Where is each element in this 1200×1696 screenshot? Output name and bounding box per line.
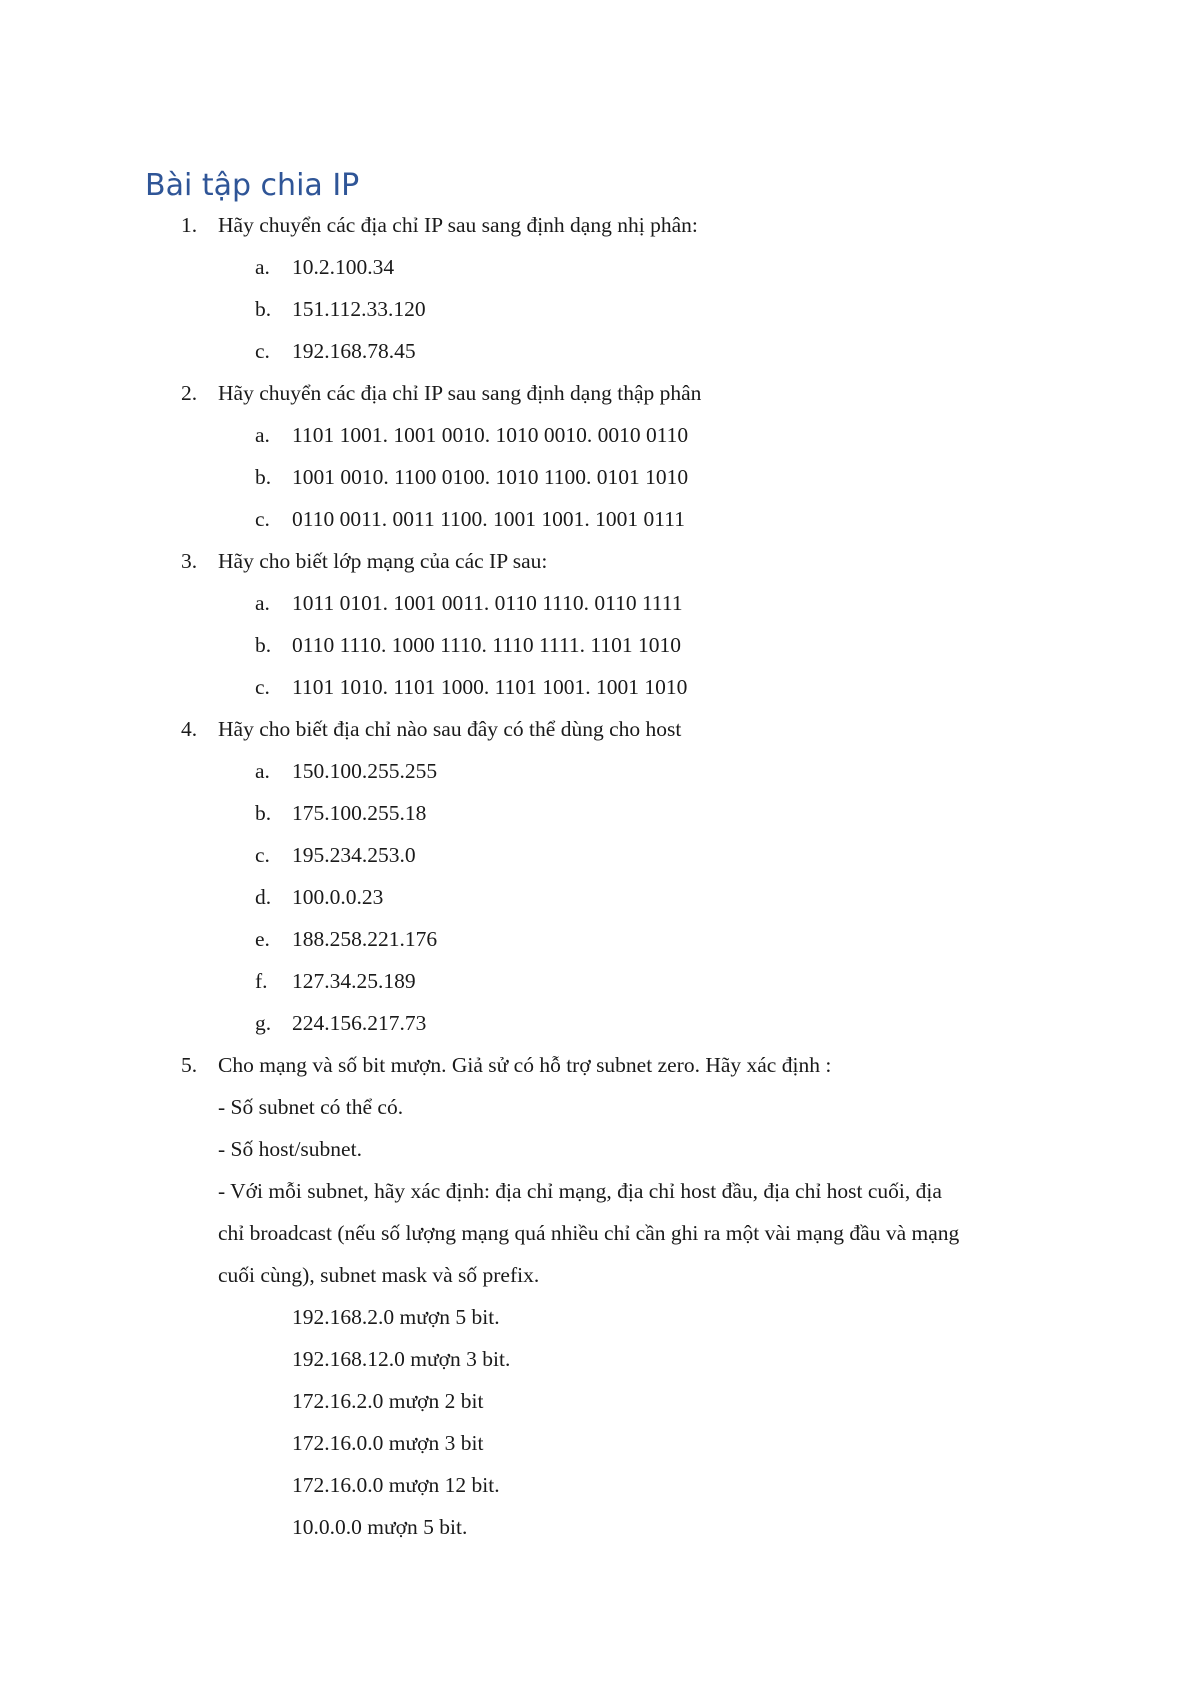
item-text: 150.100.255.255 (292, 759, 438, 783)
item-text: 175.100.255.18 (292, 801, 427, 825)
paragraph-text: - Số subnet có thể có. (218, 1095, 404, 1119)
document-content (0, 204, 1200, 1548)
item-text: 195.234.253.0 (292, 843, 416, 867)
item-text: 151.112.33.120 (292, 297, 426, 321)
item-text: 1101 1010. 1101 1000. 1101 1001. 1001 1010 (292, 675, 688, 699)
list-item (0, 792, 1200, 834)
question-5 (0, 1044, 1200, 1086)
network-item (0, 1422, 1200, 1464)
list-item (0, 834, 1200, 876)
item-letter: b. (255, 465, 272, 489)
item-text: 1101 1001. 1001 0010. 1010 0010. 0010 0110 (292, 423, 689, 447)
paragraph-line (0, 1212, 1200, 1254)
item-letter: d. (255, 885, 272, 909)
network-item (0, 1338, 1200, 1380)
item-letter: c. (255, 339, 270, 363)
item-letter: b. (255, 633, 272, 657)
item-text: 224.156.217.73 (292, 1011, 427, 1035)
list-item (0, 246, 1200, 288)
item-letter: g. (255, 1011, 272, 1035)
network-text: 172.16.0.0 mượn 3 bit (292, 1431, 484, 1455)
paragraph-line (0, 1086, 1200, 1128)
item-text: 0110 1110. 1000 1110. 1110 1111. 1101 1010 (292, 633, 681, 657)
item-letter: a. (255, 759, 270, 783)
paragraph-line (0, 1128, 1200, 1170)
item-text: 1011 0101. 1001 0011. 0110 1110. 0110 1111 (292, 591, 683, 615)
item-letter: e. (255, 927, 270, 951)
list-item (0, 918, 1200, 960)
item-letter: a. (255, 423, 270, 447)
list-item (0, 330, 1200, 372)
item-letter: b. (255, 297, 272, 321)
question-2 (0, 372, 1200, 414)
list-item (0, 624, 1200, 666)
list-item (0, 876, 1200, 918)
question-1 (0, 204, 1200, 246)
item-letter: a. (255, 591, 270, 615)
item-text: 10.2.100.34 (292, 255, 395, 279)
network-item (0, 1506, 1200, 1548)
question-number: 2. (181, 381, 198, 405)
item-text: 0110 0011. 0011 1100. 1001 1001. 1001 0111 (292, 507, 685, 531)
item-letter: c. (255, 507, 270, 531)
item-letter: b. (255, 801, 272, 825)
paragraph-text: - Với mỗi subnet, hãy xác định: địa chỉ mạng, địa chỉ host đầu, địa chỉ host cuối, địa (218, 1179, 942, 1203)
item-text: 100.0.0.23 (292, 885, 384, 909)
document-title: Bài tập chia IP (145, 168, 360, 203)
list-item (0, 666, 1200, 708)
list-item (0, 414, 1200, 456)
network-item (0, 1380, 1200, 1422)
network-text: 10.0.0.0 mượn 5 bit. (292, 1515, 468, 1539)
network-text: 172.16.2.0 mượn 2 bit (292, 1389, 484, 1413)
question-text: Hãy chuyển các địa chỉ IP sau sang định dạng nhị phân: (218, 213, 698, 237)
paragraph-line (0, 1254, 1200, 1296)
paragraph-text: chỉ broadcast (nếu số lượng mạng quá nhiều chỉ cần ghi ra một vài mạng đầu và mạng (218, 1221, 960, 1245)
paragraph-line (0, 1170, 1200, 1212)
paragraph-text: - Số host/subnet. (218, 1137, 362, 1161)
network-text: 192.168.2.0 mượn 5 bit. (292, 1305, 500, 1329)
network-item (0, 1464, 1200, 1506)
list-item (0, 1002, 1200, 1044)
list-item (0, 456, 1200, 498)
item-letter: c. (255, 843, 270, 867)
item-letter: a. (255, 255, 270, 279)
list-item (0, 288, 1200, 330)
item-text: 192.168.78.45 (292, 339, 416, 363)
list-item (0, 582, 1200, 624)
list-item (0, 750, 1200, 792)
item-text: 188.258.221.176 (292, 927, 438, 951)
network-text: 192.168.12.0 mượn 3 bit. (292, 1347, 511, 1371)
item-letter: f. (255, 969, 268, 993)
item-text: 127.34.25.189 (292, 969, 416, 993)
paragraph-text: cuối cùng), subnet mask và số prefix. (218, 1263, 540, 1287)
item-text: 1001 0010. 1100 0100. 1010 1100. 0101 1010 (292, 465, 689, 489)
list-item (0, 960, 1200, 1002)
question-number: 5. (181, 1053, 198, 1077)
list-item (0, 498, 1200, 540)
question-text: Hãy cho biết lớp mạng của các IP sau: (218, 549, 548, 573)
question-text: Hãy chuyển các địa chỉ IP sau sang định dạng thập phân (218, 381, 702, 405)
network-item (0, 1296, 1200, 1338)
question-text: Cho mạng và số bit mượn. Giả sử có hỗ trợ subnet zero. Hãy xác định : (218, 1053, 832, 1077)
question-number: 4. (181, 717, 198, 741)
question-number: 1. (181, 213, 198, 237)
question-text: Hãy cho biết địa chỉ nào sau đây có thể dùng cho host (218, 717, 682, 741)
question-3 (0, 540, 1200, 582)
question-number: 3. (181, 549, 198, 573)
question-4 (0, 708, 1200, 750)
item-letter: c. (255, 675, 270, 699)
network-text: 172.16.0.0 mượn 12 bit. (292, 1473, 500, 1497)
